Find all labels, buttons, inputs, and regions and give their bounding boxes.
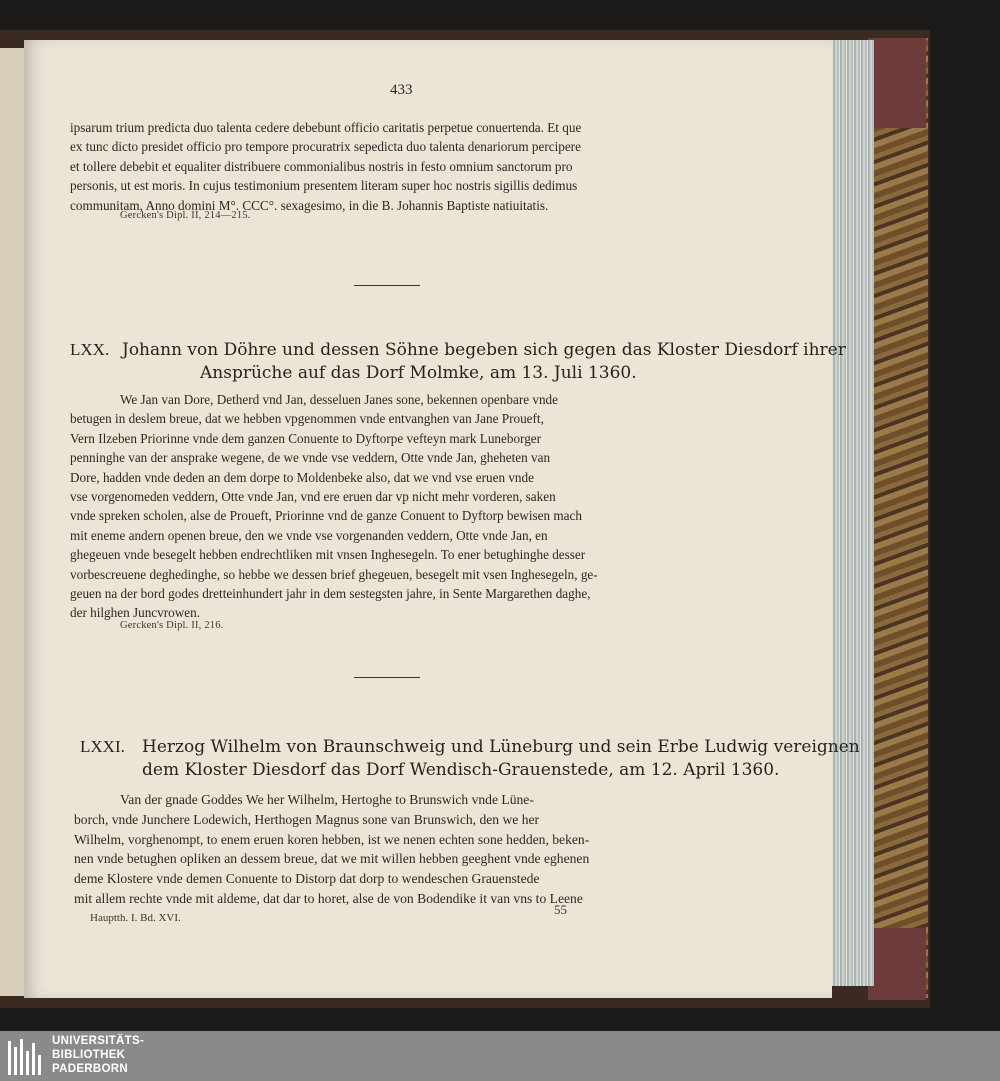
text-line: vse vorgenomeden veddern, Otte vnde Jan, vnd ere eruen dar vp nicht mehr vorderen, saken xyxy=(70,489,556,505)
text-line: personis, ut est moris. In cujus testimonium presentem literam super hoc nostris sigillis dedimus xyxy=(70,178,578,194)
section-divider xyxy=(354,285,420,286)
section-title-line: dem Kloster Diesdorf das Dorf Wendisch-Grauenstede, am 12. April 1360. xyxy=(142,760,780,780)
section-title-line: Herzog Wilhelm von Braunschweig und Lüneburg und sein Erbe Ludwig vereignen xyxy=(142,737,860,757)
text-line: We Jan van Dore, Detherd vnd Jan, desseluen Janes sone, bekennen openbare vnde xyxy=(120,392,559,407)
text-line: geuen na der bord godes dretteinhundert jahr in dem sestegsten jahre, in Sente Margarethen daghe, xyxy=(70,586,591,602)
text-line: mit eneme andern openen breue, den we vnde vse vorgenanden veddern, Otte vnde Jan, en xyxy=(70,527,548,543)
text-line: Wilhelm, vorghenompt, to enem eruen koren hebben, ist we nenen echten sone hedden, beken- xyxy=(74,831,590,847)
text-line: Dore, hadden vnde deden an dem dorpe to Moldenbeke also, dat we vnd vse eruen vnde xyxy=(70,469,534,485)
section-number: LXX. xyxy=(70,340,110,359)
section-title-line: Ansprüche auf das Dorf Molmke, am 13. Juli 1360. xyxy=(200,363,637,383)
citation: Gercken's Dipl. II, 216. xyxy=(120,620,224,631)
page-number: 433 xyxy=(390,82,413,98)
marbled-edge xyxy=(868,38,928,998)
text-line: vnde spreken scholen, alse de Proueft, Priorinne vnd de ganze Conuent to Dyftorp bewisen mach xyxy=(70,508,582,524)
text-line: ipsarum trium predicta duo talenta cedere debebunt officio caritatis perpetue conuertenda. Et que xyxy=(70,120,582,135)
text-line: nen vnde betughen opliken an dessem breue, dat we mit willen hebben geeghent vnde eghenen xyxy=(74,851,590,867)
library-name-line: BIBLIOTHEK xyxy=(52,1049,126,1061)
section-heading-lxxi xyxy=(80,735,860,782)
text-line: ex tunc dicto presidet officio pro tempore procuratrix sepedicta duo talenta denariorum percipere xyxy=(70,139,581,155)
text-line: mit allem rechte vnde mit aldeme, dat dar to horet, alse de von Bodendike it van vns to Leene xyxy=(74,890,583,906)
text-line: Van der gnade Goddes We her Wilhelm, Hertoghe to Brunswich vnde Lüne- xyxy=(120,792,534,807)
text-line: vorbescreuene deghedinghe, so hebbe we dessen brief ghegeuen, besegelt mit vsen Inghesegeln, ge- xyxy=(70,566,598,582)
section-number: LXXI. xyxy=(80,737,125,756)
binding-corner-top xyxy=(868,38,926,128)
text-line: et tollere debebit et equaliter distribuere commonialibus nostris in festo omnium sanctorum pro xyxy=(70,158,573,174)
section-heading-lxx xyxy=(70,338,846,385)
text-line: borch, vnde Junchere Lodewich, Herthogen Magnus sone van Brunswich, den we her xyxy=(74,811,540,827)
library-name-line: PADERBORN xyxy=(52,1063,128,1075)
top-paragraph xyxy=(70,118,710,215)
library-logo-icon xyxy=(6,1037,46,1077)
text-line: communitam, Anno domini M°. CCC°. sexagesimo, in die B. Johannis Baptiste natiuitatis. xyxy=(70,197,549,213)
book-page xyxy=(24,40,860,998)
text-line: deme Klostere vnde demen Conuente to Distorp dat dorp to wendeschen Grauenstede xyxy=(74,871,540,887)
text-line: Vern Ilzeben Priorinne vnde dem ganzen Conuente to Dyftorpe vefteyn mark Luneborger xyxy=(70,430,542,446)
text-line: der hilghen Juncvrowen. xyxy=(70,605,201,621)
signature-mark: 55 xyxy=(554,902,567,917)
binding-corner-bottom xyxy=(868,928,926,1000)
section-divider xyxy=(354,677,420,678)
section-lxxi-text xyxy=(74,790,714,909)
section-title-line: Johann von Döhre und dessen Söhne begeben sich gegen das Kloster Diesdorf ihrer xyxy=(122,340,846,360)
library-name-line: UNIVERSITÄTS- xyxy=(52,1035,145,1047)
section-lxx-text xyxy=(70,390,710,623)
text-line: penninghe van der ansprake wegene, de we vnde vse veddern, Otte vnde Jan, gheheten van xyxy=(70,450,551,466)
citation: Gercken's Dipl. II, 214—215. xyxy=(120,210,251,221)
library-name xyxy=(52,1034,144,1076)
facing-page-edge xyxy=(0,48,26,996)
text-line: betugen in deslem breue, dat we hebben vpgenommen vnde entvanghen van Jane Proueft, xyxy=(70,411,544,427)
footer-left: Hauptth. I. Bd. XVI. xyxy=(90,912,181,924)
text-line: ghegeuen vnde besegelt hebben endrechtliken mit vnsen Inghesegeln. To ener betughinghe desser xyxy=(70,547,586,563)
library-banner xyxy=(0,1031,1000,1081)
